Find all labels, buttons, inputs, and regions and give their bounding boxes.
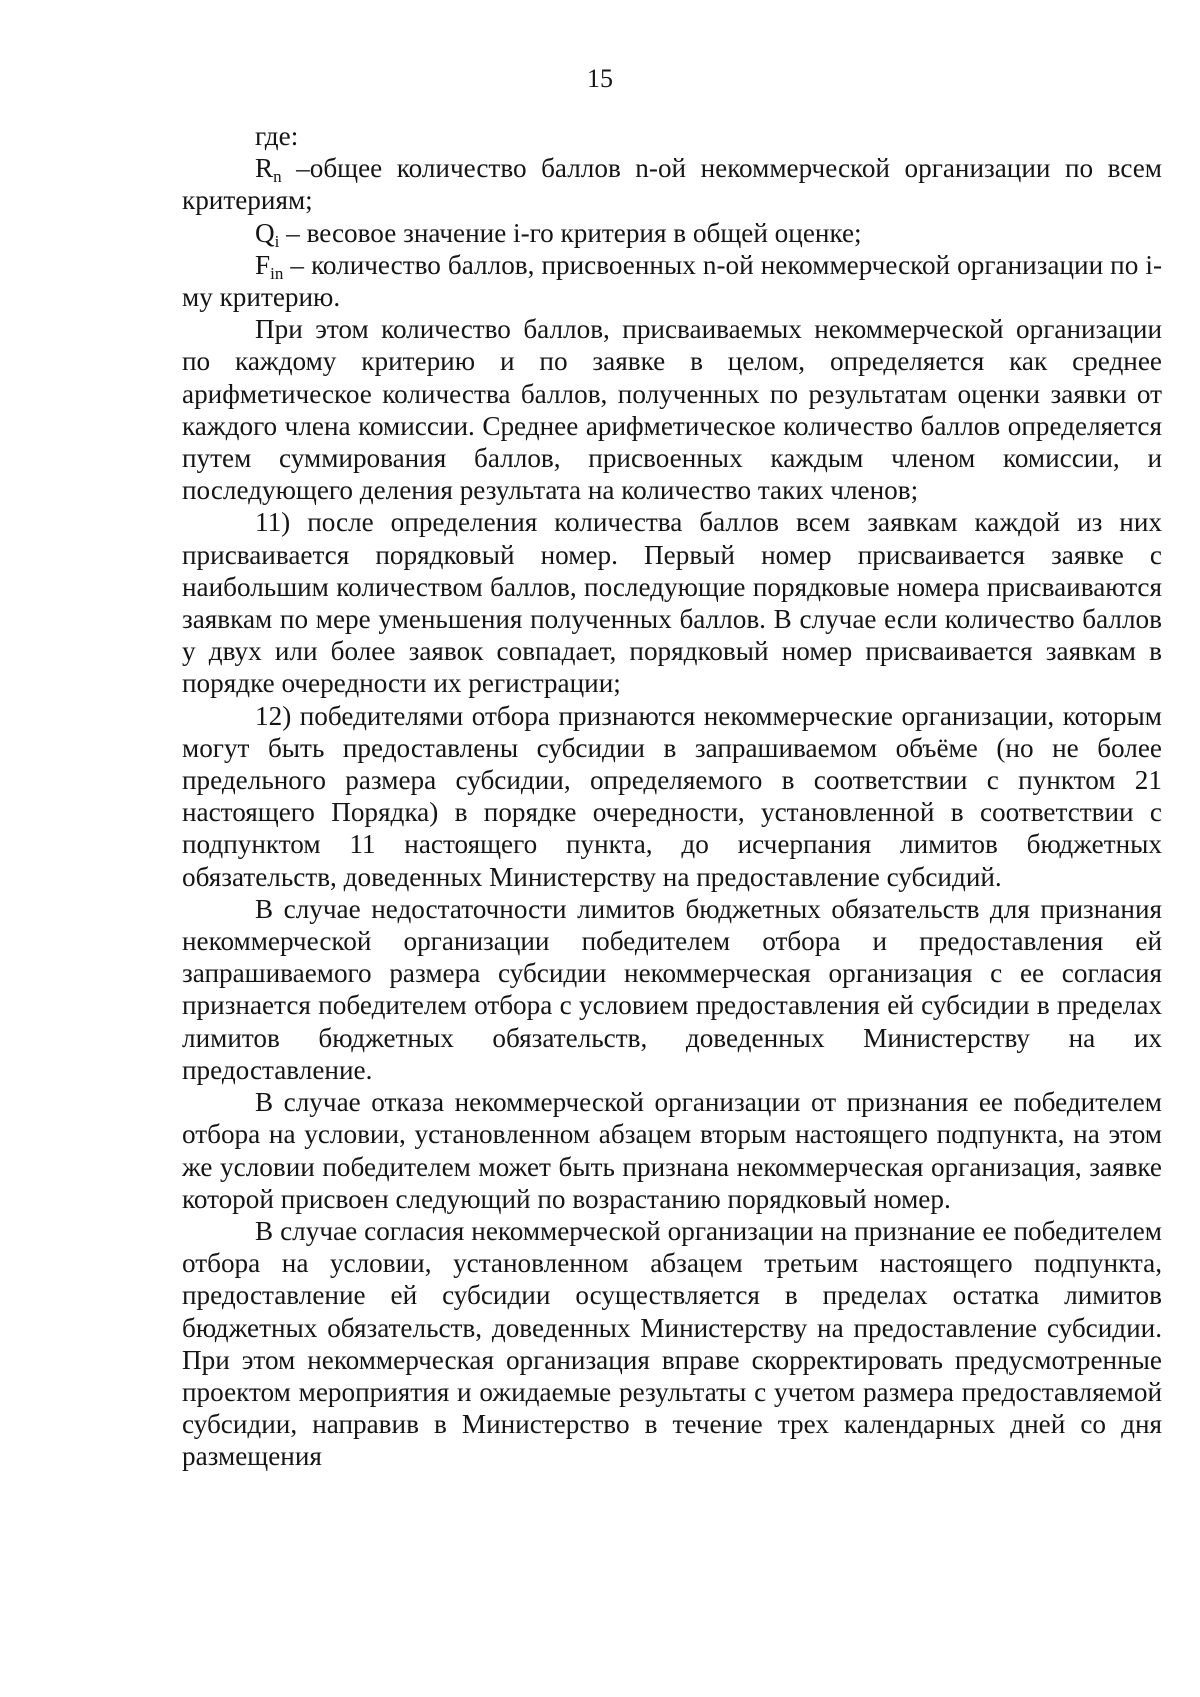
paragraph-item-11: 11) после определения количества баллов всем заявкам каждой из них присваивается порядковый номер. Первый номер присваивается заявке с наибольшим количеством баллов, последующие порядковые номера присваиваются заявкам по мере уменьшения полученных баллов. В случае если количество баллов у двух или более заявок совпадает, порядковый номер присваивается заявкам в порядке очередности их регистрации; — [182, 507, 1162, 699]
formula-subscript-n: n — [273, 167, 282, 187]
formula-symbol-q: Q — [255, 217, 275, 248]
definition-fin-text: – количество баллов, присвоенных n-ой некоммерческой организации по i-му критерию. — [182, 249, 1162, 313]
definition-rn-text: –общее количество баллов n-ой некоммерческой организации по всем критериям; — [182, 153, 1162, 216]
definition-rn — [182, 152, 1162, 216]
paragraph-item-12: 12) победителями отбора признаются некоммерческие организации, которым могут быть предоставлены субсидии в запрашиваемом объёме (но не более предельного размера субсидии, определяемого в соответствии с пунктом 21 настоящего Порядка) в порядке очередности, установленной в соответствии с подпунктом 11 настоящего пункта, до исчерпания лимитов бюджетных обязательств, доведенных Министерству на предоставление субсидий. — [182, 700, 1162, 892]
page-number: 15 — [587, 64, 613, 93]
definition-fin — [182, 249, 1162, 313]
intro-label: где: — [255, 121, 299, 151]
document-body — [182, 120, 1162, 1473]
paragraph-consent: В случае согласия некоммерческой организации на признание ее победителем отбора на условии, установленном абзацем третьим настоящего подпункта, предоставление ей субсидии осуществляется в пределах остатка лимитов бюджетных обязательств, доведенных Министерству на предоставление субсидии. При этом некоммерческая организация вправе скорректировать предусмотренные проектом мероприятия и ожидаемые результаты с учетом размера предоставляемой субсидии, направив в Министерство в течение трех календарных дней со дня размещения — [182, 1215, 1162, 1472]
paragraph-refusal: В случае отказа некоммерческой организации от признания ее победителем отбора на условии, установленном абзацем вторым настоящего подпункта, на этом же условии победителем может быть признана некоммерческая организация, заявке которой присвоен следующий по возрастанию порядковый номер. — [182, 1087, 1162, 1214]
formula-subscript-in: in — [270, 263, 284, 283]
definition-qi-text: – весовое значение i-го критерия в общей оценке; — [279, 217, 862, 248]
paragraph-insufficient-limits: В случае недостаточности лимитов бюджетных обязательств для признания некоммерческой организации победителем отбора и предоставления ей запрашиваемого размера субсидии некоммерческая организация с ее согласия признается победителем отбора с условием предоставления ей субсидии в пределах лимитов бюджетных обязательств, доведенных Министерству на их предоставление. — [182, 893, 1162, 1085]
formula-symbol-f: F — [255, 249, 271, 280]
formula-subscript-i: i — [274, 231, 280, 251]
formula-symbol-r: R — [255, 153, 274, 184]
paragraph-averaging: При этом количество баллов, присваиваемых некоммерческой организации по каждому критерию и по заявке в целом, определяется как среднее арифметическое количества баллов, полученных по результатам оценки заявки от каждого члена комиссии. Среднее арифметическое количество баллов определяется путем суммирования баллов, присвоенных каждым членом комиссии, и последующего деления результата на количество таких членов; — [182, 314, 1162, 506]
definition-qi — [182, 217, 1162, 249]
